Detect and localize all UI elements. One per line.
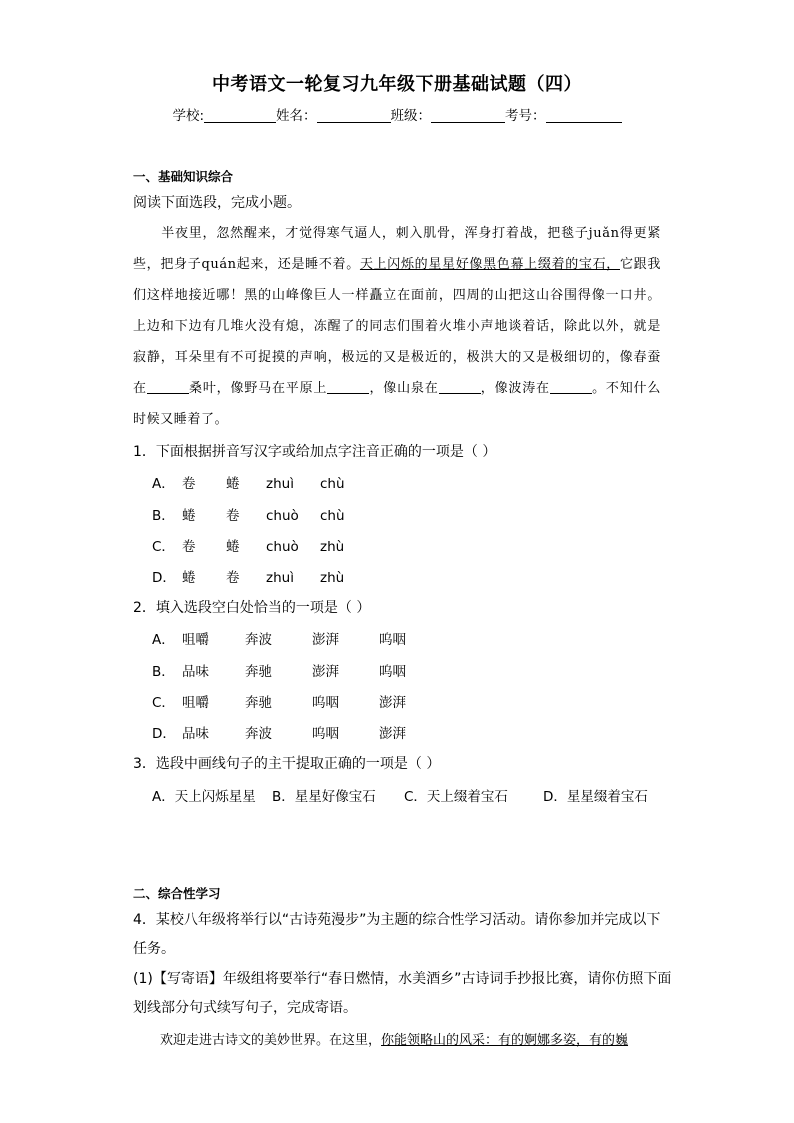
q3-option-d[interactable]: D．星星缀着宝石 (543, 789, 648, 805)
sub-question-1-line-2: 划线部分句式续写句子，完成寄语。 (133, 1000, 357, 1016)
blank-4[interactable] (550, 381, 592, 394)
blank-1[interactable] (147, 381, 189, 394)
name-blank[interactable] (317, 108, 391, 123)
name-label: 姓名： (276, 108, 317, 124)
class-label: 班级： (390, 108, 432, 124)
message-quote: 欢迎走进古诗文的美妙世界。在这里，你能领略山的风采：有的婀娜多姿，有的巍 (160, 1033, 629, 1048)
q2-option-a[interactable]: A． 咀嚼 奔波 澎湃 呜咽 (152, 632, 406, 648)
q3-option-c[interactable]: C．天上缀着宝石 (404, 789, 508, 805)
question-4-line-2: 任务。 (133, 941, 175, 957)
question-3-stem: 3．选段中画线句子的主干提取正确的一项是（ ） (133, 756, 441, 772)
exam-no-label: 考号： (505, 108, 546, 124)
student-info-row (0, 104, 794, 124)
section-heading-1: 一、基础知识综合 (133, 169, 234, 184)
school-blank[interactable] (204, 108, 276, 123)
q3-options-row (152, 785, 648, 805)
q1-option-b[interactable]: B． 蜷 卷 chuò chù (152, 508, 345, 524)
q2-option-b[interactable]: B． 品味 奔驰 澎湃 呜咽 (152, 664, 406, 680)
blank-2[interactable] (327, 381, 369, 394)
blank-3[interactable] (439, 381, 481, 394)
school-label: 学校: (172, 108, 205, 124)
underlined-model-sentence: 你能领略山的风采：有的婀娜多姿，有的巍 (381, 1033, 629, 1048)
sub-question-1-line-1: (1)【写寄语】年级组将要举行“春日燃情，水美酒乡”古诗词手抄报比赛，请你仿照下面 (133, 971, 672, 987)
q2-option-d[interactable]: D． 品味 奔波 呜咽 澎湃 (152, 726, 406, 742)
section-heading-2: 二、综合性学习 (133, 886, 221, 901)
question-4-line-1: 4．某校八年级将举行以“古诗苑漫步”为主题的综合性学习活动。请你参加并完成以下 (133, 912, 661, 928)
pinyin-quan: quán (201, 257, 237, 272)
q3-option-b[interactable]: B．星星好像宝石 (272, 789, 376, 805)
question-1-stem: 1．下面根据拼音写汉字或给加点字注音正确的一项是（ ） (133, 444, 497, 460)
underlined-sentence: 天上闪烁的星星好像黑色幕上缀着的宝石， (359, 257, 620, 272)
q2-option-c[interactable]: C． 咀嚼 奔驰 呜咽 澎湃 (152, 695, 406, 711)
page-title: 中考语文一轮复习九年级下册基础试题（四） (212, 74, 582, 95)
q1-option-c[interactable]: C． 卷 蜷 chuò zhù (152, 539, 345, 555)
reading-instruction: 阅读下面选段，完成小题。 (133, 195, 301, 211)
q1-option-d[interactable]: D． 蜷 卷 zhuì zhù (152, 570, 345, 586)
q1-option-a[interactable]: A． 卷 蜷 zhuì chù (152, 476, 345, 492)
reading-passage: 半夜里，忽然醒来，才觉得寒气逼人，刺入肌骨，浑身打着战，把毯子juǎn得更紧些，把身子quán起来，还是睡不着。天上闪烁的星星好像黑色幕上缀着的宝石，它跟我们这样地接近哪！黑的山峰像巨人一样矗立在面前，四周的山把这山谷围得像一口井。上边和下边有几堆火没有熄，冻醒了的同志们围着火堆小声地谈着话，除此以外，就是寂静，耳朵里有不可捉摸的声响，极远的又是极近的，极洪大的又是极细切的，像春蚕在 桑叶，像野马在平原上 ，像山泉在 ，像波涛在 。不知什么时候又睡着了。 (133, 226, 661, 427)
class-blank[interactable] (431, 108, 505, 123)
exam-no-blank[interactable] (546, 108, 622, 123)
question-2-stem: 2．填入选段空白处恰当的一项是（ ） (133, 600, 371, 616)
q3-option-a[interactable]: A．天上闪烁星星 (152, 789, 256, 805)
pinyin-juan: juǎn (588, 226, 620, 241)
